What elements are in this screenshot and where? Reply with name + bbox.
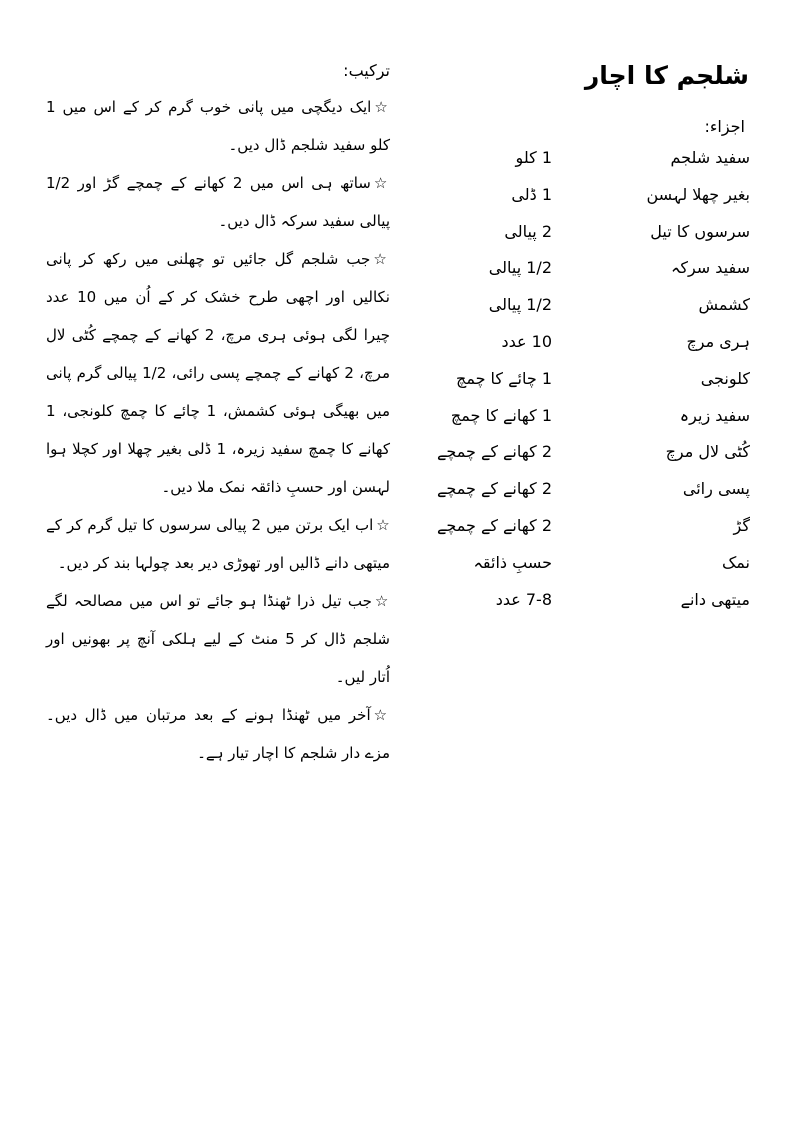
ingredient-name: ہری مرچ	[686, 331, 750, 351]
ingredient-name: پسی رائی	[682, 479, 750, 499]
ingredients-list	[437, 146, 750, 624]
ingredient-row	[440, 293, 750, 330]
star-icon: ☆	[376, 516, 391, 534]
method-step	[46, 582, 390, 696]
ingredient-row	[440, 183, 750, 220]
ingredient-row	[440, 330, 750, 367]
ingredient-quantity: 2 کھانے کے چمچے	[437, 515, 552, 535]
ingredient-quantity: 2 کھانے کے چمچے	[437, 479, 552, 499]
ingredient-row	[437, 440, 750, 477]
ingredient-name: کلونجی	[700, 368, 750, 388]
ingredient-row	[440, 367, 750, 404]
method-step	[46, 240, 390, 506]
ingredient-name: میتھی دانے	[680, 589, 750, 609]
ingredient-name: نمک	[721, 552, 750, 572]
star-icon: ☆	[374, 98, 391, 116]
ingredient-row	[440, 404, 750, 441]
ingredient-row	[440, 551, 750, 588]
ingredient-name: کُٹی لال مرچ	[665, 442, 750, 462]
ingredients-heading: اجزاء:	[704, 117, 745, 136]
step-text: آخر میں ٹھنڈا ہونے کے بعد مرتبان میں ڈال دیں۔ مزے دار شلجم کا اچار تیار ہے۔	[46, 706, 390, 762]
star-icon: ☆	[373, 174, 390, 192]
step-text: ایک دیگچی میں پانی خوب گرم کر کے اس میں 1 کلو سفید شلجم ڈال دیں۔	[46, 98, 390, 154]
star-icon: ☆	[374, 592, 390, 610]
method-step	[46, 164, 390, 240]
method-step	[46, 506, 390, 582]
ingredient-quantity: 1/2 پیالی	[488, 295, 552, 315]
ingredient-quantity: 7-8 عدد	[495, 589, 552, 609]
ingredient-name: سرسوں کا تیل	[650, 221, 750, 241]
ingredient-quantity: حسبِ ذائقہ	[473, 552, 552, 572]
ingredient-row	[440, 256, 750, 293]
ingredient-quantity: 1 کھانے کا چمچ	[450, 405, 552, 425]
ingredient-quantity: 1 ڈلی	[511, 184, 552, 204]
star-icon: ☆	[373, 250, 390, 268]
ingredient-name: بغیر چھلا لہسن	[646, 184, 750, 204]
ingredient-row	[440, 146, 750, 183]
ingredient-name: کشمش	[698, 295, 750, 315]
ingredient-quantity: 2 پیالی	[504, 221, 552, 241]
ingredient-row	[440, 220, 750, 257]
ingredient-quantity: 1/2 پیالی	[488, 258, 552, 278]
ingredient-row	[440, 588, 750, 625]
step-text: جب تیل ذرا ٹھنڈا ہو جائے تو اس میں مصالحہ لگے شلجم ڈال کر 5 منٹ کے لیے ہلکی آنچ پر بھونیں اور اُتار لیں۔	[46, 592, 390, 686]
step-text: ساتھ ہی اس میں 2 کھانے کے چمچے گڑ اور 1/2 پیالی سفید سرکہ ڈال دیں۔	[46, 174, 390, 230]
method-step	[46, 696, 390, 772]
step-text: جب شلجم گل جائیں تو چھلنی میں رکھ کر پانی نکالیں اور اچھی طرح خشک کر کے اُن میں 10 عدد چیرا لگی ہوئی ہری مرچ، 2 کھانے کے چمچے کُٹی لال مرچ، 2 کھانے کے چمچے پسی رائی، 1/2 پیالی گرم پانی میں بھیگی ہوئی کشمش، 1 چائے کا چمچ کلونجی، 1 کھانے کا چمچ سفید زیرہ، 1 ڈلی بغیر چھلا اور کچلا ہوا لہسن اور حسبِ ذائقہ نمک ملا دیں۔	[46, 250, 390, 496]
method-heading: ترکیب:	[343, 61, 390, 80]
ingredient-name: گڑ	[733, 515, 750, 535]
star-icon: ☆	[373, 706, 390, 724]
ingredient-name: سفید زیرہ	[679, 405, 750, 425]
method-step	[46, 88, 390, 164]
ingredient-quantity: 2 کھانے کے چمچے	[437, 442, 552, 462]
ingredient-quantity: 10 عدد	[501, 331, 552, 351]
ingredient-row	[437, 514, 750, 551]
step-text: اب ایک برتن میں 2 پیالی سرسوں کا تیل گرم کر کے میتھی دانے ڈالیں اور تھوڑی دیر بعد چولہا بند کر دیں۔	[46, 516, 390, 572]
ingredient-row	[437, 477, 750, 514]
ingredient-quantity: 1 کلو	[515, 148, 552, 167]
ingredient-name: سفید شلجم	[670, 148, 750, 167]
ingredient-name: سفید سرکہ	[670, 258, 750, 278]
ingredient-quantity: 1 چائے کا چمچ	[456, 368, 552, 388]
method-section	[46, 58, 390, 772]
recipe-title: شلجم کا اچار	[584, 61, 749, 90]
